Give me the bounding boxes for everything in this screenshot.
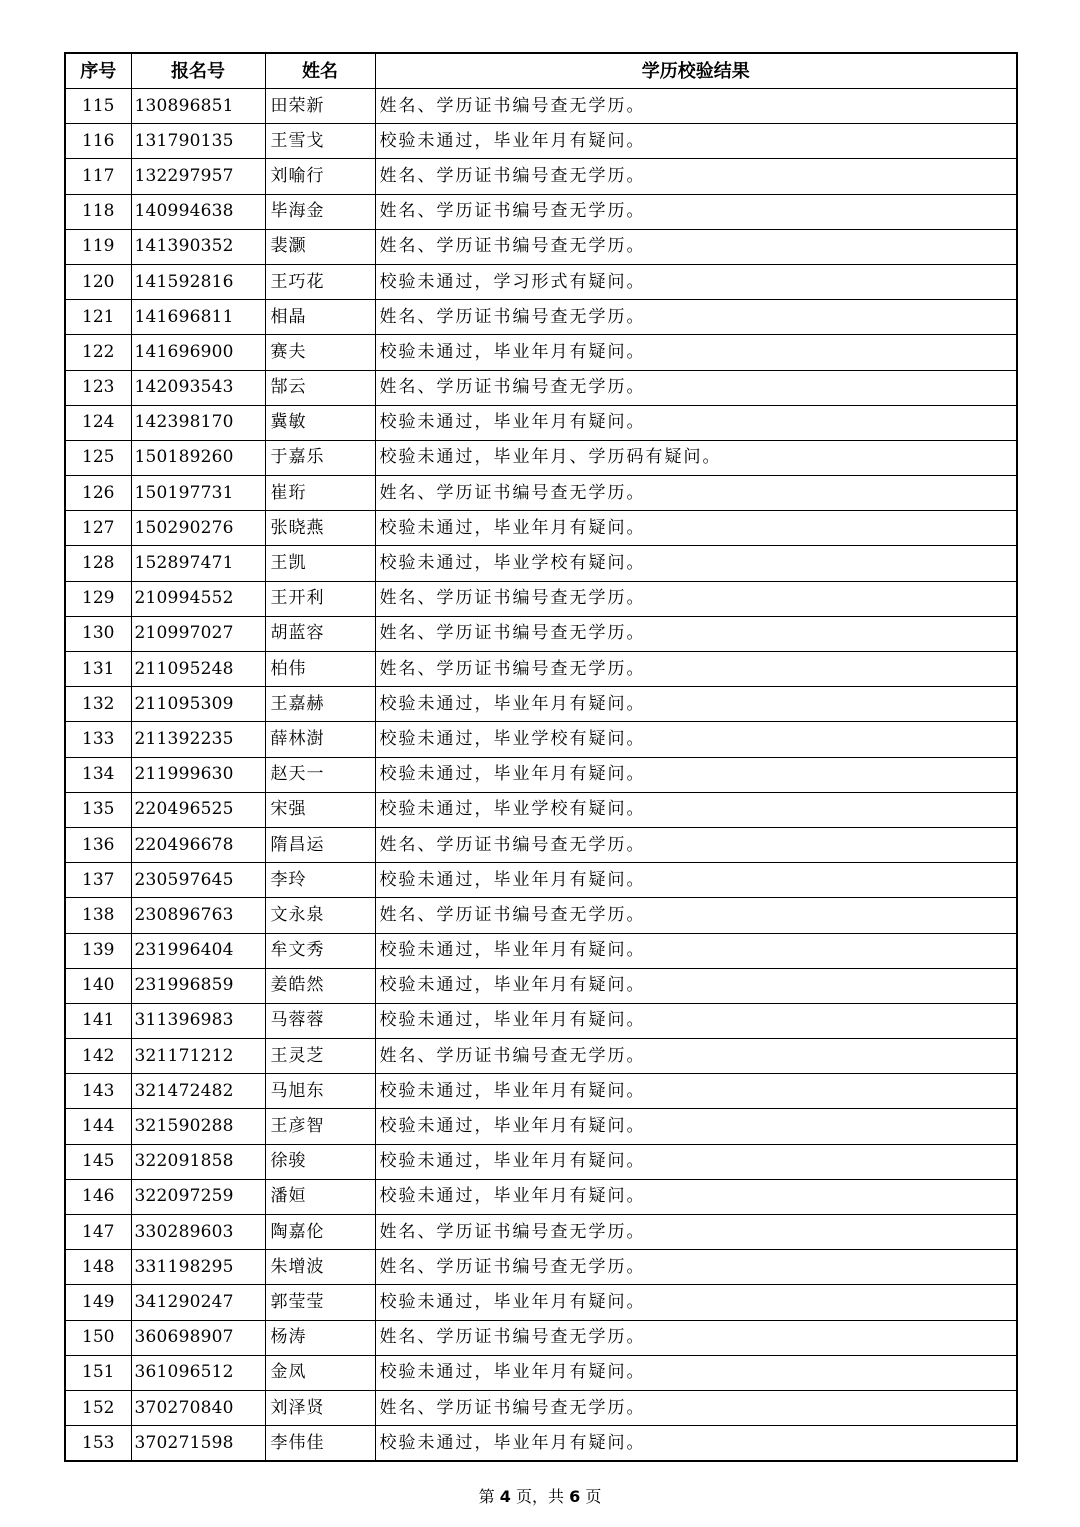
cell-reg-no: 322091858	[131, 1144, 265, 1179]
footer-current-page: 4	[499, 1487, 511, 1506]
cell-result: 姓名、学历证书编号查无学历。	[375, 827, 1017, 862]
cell-seq: 126	[65, 476, 131, 511]
cell-seq: 119	[65, 229, 131, 264]
cell-result: 校验未通过，毕业年月、学历码有疑问。	[375, 440, 1017, 475]
table-row	[65, 1390, 1017, 1425]
table-row	[65, 1285, 1017, 1320]
table-row	[65, 1003, 1017, 1038]
table-row	[65, 440, 1017, 475]
table-row	[65, 264, 1017, 299]
cell-reg-no: 141592816	[131, 264, 265, 299]
cell-reg-no: 150290276	[131, 511, 265, 546]
cell-reg-no: 142398170	[131, 405, 265, 440]
cell-name: 王嘉赫	[265, 687, 375, 722]
cell-name: 裴灏	[265, 229, 375, 264]
cell-seq: 141	[65, 1003, 131, 1038]
cell-name: 王灵芝	[265, 1039, 375, 1074]
cell-result: 校验未通过，毕业年月有疑问。	[375, 1109, 1017, 1144]
cell-result: 姓名、学历证书编号查无学历。	[375, 229, 1017, 264]
cell-result: 校验未通过，毕业学校有疑问。	[375, 546, 1017, 581]
cell-seq: 120	[65, 264, 131, 299]
cell-result: 姓名、学历证书编号查无学历。	[375, 300, 1017, 335]
cell-result: 校验未通过，毕业年月有疑问。	[375, 1285, 1017, 1320]
cell-reg-no: 141390352	[131, 229, 265, 264]
cell-result: 姓名、学历证书编号查无学历。	[375, 1390, 1017, 1425]
cell-reg-no: 370270840	[131, 1390, 265, 1425]
cell-name: 文永泉	[265, 898, 375, 933]
cell-name: 杨涛	[265, 1320, 375, 1355]
table-row	[65, 511, 1017, 546]
cell-seq: 130	[65, 616, 131, 651]
cell-seq: 149	[65, 1285, 131, 1320]
cell-name: 王雪戈	[265, 124, 375, 159]
cell-result: 校验未通过，学习形式有疑问。	[375, 264, 1017, 299]
cell-seq: 117	[65, 159, 131, 194]
cell-name: 于嘉乐	[265, 440, 375, 475]
cell-result: 校验未通过，毕业年月有疑问。	[375, 1355, 1017, 1390]
table-row	[65, 1250, 1017, 1285]
cell-name: 潘姮	[265, 1179, 375, 1214]
cell-reg-no: 331198295	[131, 1250, 265, 1285]
cell-name: 田荣新	[265, 89, 375, 124]
table-row	[65, 616, 1017, 651]
footer-suffix: 页	[585, 1487, 602, 1506]
header-name: 姓名	[265, 53, 375, 89]
cell-result: 姓名、学历证书编号查无学历。	[375, 1250, 1017, 1285]
table-body	[65, 89, 1017, 1462]
cell-name: 刘喻行	[265, 159, 375, 194]
cell-name: 崔珩	[265, 476, 375, 511]
cell-result: 校验未通过，毕业年月有疑问。	[375, 1074, 1017, 1109]
cell-name: 宋强	[265, 792, 375, 827]
cell-reg-no: 321590288	[131, 1109, 265, 1144]
table-row	[65, 792, 1017, 827]
page-footer	[0, 1484, 1080, 1507]
cell-result: 校验未通过，毕业学校有疑问。	[375, 722, 1017, 757]
table-row	[65, 863, 1017, 898]
cell-reg-no: 370271598	[131, 1426, 265, 1462]
cell-seq: 125	[65, 440, 131, 475]
cell-result: 姓名、学历证书编号查无学历。	[375, 1215, 1017, 1250]
cell-seq: 152	[65, 1390, 131, 1425]
cell-result: 校验未通过，毕业年月有疑问。	[375, 335, 1017, 370]
table-row	[65, 968, 1017, 1003]
cell-seq: 148	[65, 1250, 131, 1285]
table-row	[65, 89, 1017, 124]
table-row	[65, 933, 1017, 968]
footer-middle: 页，共	[515, 1487, 564, 1506]
cell-result: 姓名、学历证书编号查无学历。	[375, 194, 1017, 229]
results-table	[64, 52, 1018, 1462]
cell-name: 柏伟	[265, 652, 375, 687]
cell-reg-no: 330289603	[131, 1215, 265, 1250]
table-row	[65, 1179, 1017, 1214]
cell-name: 王彦智	[265, 1109, 375, 1144]
cell-name: 徐骏	[265, 1144, 375, 1179]
cell-name: 张晓燕	[265, 511, 375, 546]
table-row	[65, 652, 1017, 687]
cell-seq: 142	[65, 1039, 131, 1074]
cell-seq: 147	[65, 1215, 131, 1250]
cell-reg-no: 152897471	[131, 546, 265, 581]
cell-seq: 116	[65, 124, 131, 159]
cell-reg-no: 220496525	[131, 792, 265, 827]
cell-seq: 124	[65, 405, 131, 440]
table-row	[65, 1074, 1017, 1109]
cell-result: 姓名、学历证书编号查无学历。	[375, 1039, 1017, 1074]
cell-reg-no: 131790135	[131, 124, 265, 159]
cell-name: 金凤	[265, 1355, 375, 1390]
table-row	[65, 827, 1017, 862]
cell-name: 王凯	[265, 546, 375, 581]
cell-seq: 145	[65, 1144, 131, 1179]
table-row	[65, 159, 1017, 194]
cell-name: 牟文秀	[265, 933, 375, 968]
cell-name: 毕海金	[265, 194, 375, 229]
cell-result: 校验未通过，毕业年月有疑问。	[375, 1144, 1017, 1179]
cell-reg-no: 211999630	[131, 757, 265, 792]
cell-name: 王巧花	[265, 264, 375, 299]
cell-result: 姓名、学历证书编号查无学历。	[375, 476, 1017, 511]
cell-result: 校验未通过，毕业年月有疑问。	[375, 757, 1017, 792]
table-row	[65, 405, 1017, 440]
cell-name: 姜皓然	[265, 968, 375, 1003]
cell-reg-no: 341290247	[131, 1285, 265, 1320]
cell-name: 隋昌运	[265, 827, 375, 862]
header-seq: 序号	[65, 53, 131, 89]
cell-result: 姓名、学历证书编号查无学历。	[375, 652, 1017, 687]
cell-result: 校验未通过，毕业学校有疑问。	[375, 792, 1017, 827]
cell-name: 刘泽贤	[265, 1390, 375, 1425]
cell-reg-no: 231996859	[131, 968, 265, 1003]
cell-seq: 115	[65, 89, 131, 124]
cell-result: 姓名、学历证书编号查无学历。	[375, 581, 1017, 616]
cell-name: 胡蓝容	[265, 616, 375, 651]
table-row	[65, 687, 1017, 722]
cell-seq: 144	[65, 1109, 131, 1144]
cell-result: 校验未通过，毕业年月有疑问。	[375, 933, 1017, 968]
table-row	[65, 1426, 1017, 1462]
cell-reg-no: 210994552	[131, 581, 265, 616]
table-row	[65, 370, 1017, 405]
cell-reg-no: 211095248	[131, 652, 265, 687]
cell-reg-no: 141696900	[131, 335, 265, 370]
table-row	[65, 194, 1017, 229]
table-row	[65, 124, 1017, 159]
cell-reg-no: 211095309	[131, 687, 265, 722]
cell-result: 校验未通过，毕业年月有疑问。	[375, 405, 1017, 440]
cell-seq: 128	[65, 546, 131, 581]
cell-seq: 137	[65, 863, 131, 898]
cell-name: 赵天一	[265, 757, 375, 792]
cell-result: 姓名、学历证书编号查无学历。	[375, 370, 1017, 405]
table-row	[65, 1144, 1017, 1179]
header-result: 学历校验结果	[375, 53, 1017, 89]
cell-name: 相晶	[265, 300, 375, 335]
cell-reg-no: 130896851	[131, 89, 265, 124]
cell-reg-no: 322097259	[131, 1179, 265, 1214]
cell-name: 朱增波	[265, 1250, 375, 1285]
cell-result: 校验未通过，毕业年月有疑问。	[375, 863, 1017, 898]
table-row	[65, 229, 1017, 264]
footer-total-pages: 6	[569, 1487, 581, 1506]
cell-reg-no: 321171212	[131, 1039, 265, 1074]
cell-seq: 131	[65, 652, 131, 687]
cell-result: 校验未通过，毕业年月有疑问。	[375, 511, 1017, 546]
cell-seq: 132	[65, 687, 131, 722]
cell-reg-no: 141696811	[131, 300, 265, 335]
cell-reg-no: 230597645	[131, 863, 265, 898]
cell-seq: 153	[65, 1426, 131, 1462]
table-row	[65, 1355, 1017, 1390]
table-row	[65, 1109, 1017, 1144]
cell-name: 薛林澍	[265, 722, 375, 757]
table-row	[65, 1215, 1017, 1250]
cell-name: 郜云	[265, 370, 375, 405]
cell-reg-no: 361096512	[131, 1355, 265, 1390]
cell-seq: 122	[65, 335, 131, 370]
cell-reg-no: 140994638	[131, 194, 265, 229]
cell-result: 姓名、学历证书编号查无学历。	[375, 898, 1017, 933]
cell-result: 姓名、学历证书编号查无学历。	[375, 89, 1017, 124]
cell-result: 姓名、学历证书编号查无学历。	[375, 1320, 1017, 1355]
cell-name: 冀敏	[265, 405, 375, 440]
cell-reg-no: 150189260	[131, 440, 265, 475]
cell-reg-no: 220496678	[131, 827, 265, 862]
cell-name: 赛夫	[265, 335, 375, 370]
cell-reg-no: 132297957	[131, 159, 265, 194]
cell-result: 校验未通过，毕业年月有疑问。	[375, 1426, 1017, 1462]
cell-seq: 146	[65, 1179, 131, 1214]
table-row	[65, 757, 1017, 792]
cell-seq: 133	[65, 722, 131, 757]
cell-reg-no: 142093543	[131, 370, 265, 405]
cell-name: 李玲	[265, 863, 375, 898]
cell-seq: 129	[65, 581, 131, 616]
cell-seq: 134	[65, 757, 131, 792]
cell-seq: 118	[65, 194, 131, 229]
cell-reg-no: 311396983	[131, 1003, 265, 1038]
table-row	[65, 1320, 1017, 1355]
cell-name: 王开利	[265, 581, 375, 616]
cell-seq: 139	[65, 933, 131, 968]
cell-result: 姓名、学历证书编号查无学历。	[375, 159, 1017, 194]
table-header-row	[65, 53, 1017, 89]
table-row	[65, 722, 1017, 757]
cell-result: 校验未通过，毕业年月有疑问。	[375, 968, 1017, 1003]
footer-prefix: 第	[478, 1487, 495, 1506]
cell-name: 马蓉蓉	[265, 1003, 375, 1038]
cell-reg-no: 150197731	[131, 476, 265, 511]
cell-reg-no: 321472482	[131, 1074, 265, 1109]
cell-seq: 123	[65, 370, 131, 405]
cell-seq: 140	[65, 968, 131, 1003]
cell-result: 校验未通过，毕业年月有疑问。	[375, 124, 1017, 159]
cell-name: 马旭东	[265, 1074, 375, 1109]
cell-seq: 127	[65, 511, 131, 546]
cell-reg-no: 360698907	[131, 1320, 265, 1355]
cell-seq: 143	[65, 1074, 131, 1109]
cell-result: 姓名、学历证书编号查无学历。	[375, 616, 1017, 651]
cell-name: 陶嘉伦	[265, 1215, 375, 1250]
cell-reg-no: 230896763	[131, 898, 265, 933]
cell-name: 郭莹莹	[265, 1285, 375, 1320]
cell-seq: 151	[65, 1355, 131, 1390]
cell-reg-no: 231996404	[131, 933, 265, 968]
cell-seq: 135	[65, 792, 131, 827]
table-row	[65, 581, 1017, 616]
cell-seq: 150	[65, 1320, 131, 1355]
table-row	[65, 300, 1017, 335]
header-reg-no: 报名号	[131, 53, 265, 89]
table-row	[65, 335, 1017, 370]
cell-reg-no: 210997027	[131, 616, 265, 651]
cell-name: 李伟佳	[265, 1426, 375, 1462]
cell-seq: 138	[65, 898, 131, 933]
table-row	[65, 546, 1017, 581]
cell-seq: 136	[65, 827, 131, 862]
cell-result: 校验未通过，毕业年月有疑问。	[375, 687, 1017, 722]
table-row	[65, 898, 1017, 933]
table-row	[65, 476, 1017, 511]
cell-seq: 121	[65, 300, 131, 335]
cell-result: 校验未通过，毕业年月有疑问。	[375, 1179, 1017, 1214]
table-row	[65, 1039, 1017, 1074]
cell-result: 校验未通过，毕业年月有疑问。	[375, 1003, 1017, 1038]
cell-reg-no: 211392235	[131, 722, 265, 757]
